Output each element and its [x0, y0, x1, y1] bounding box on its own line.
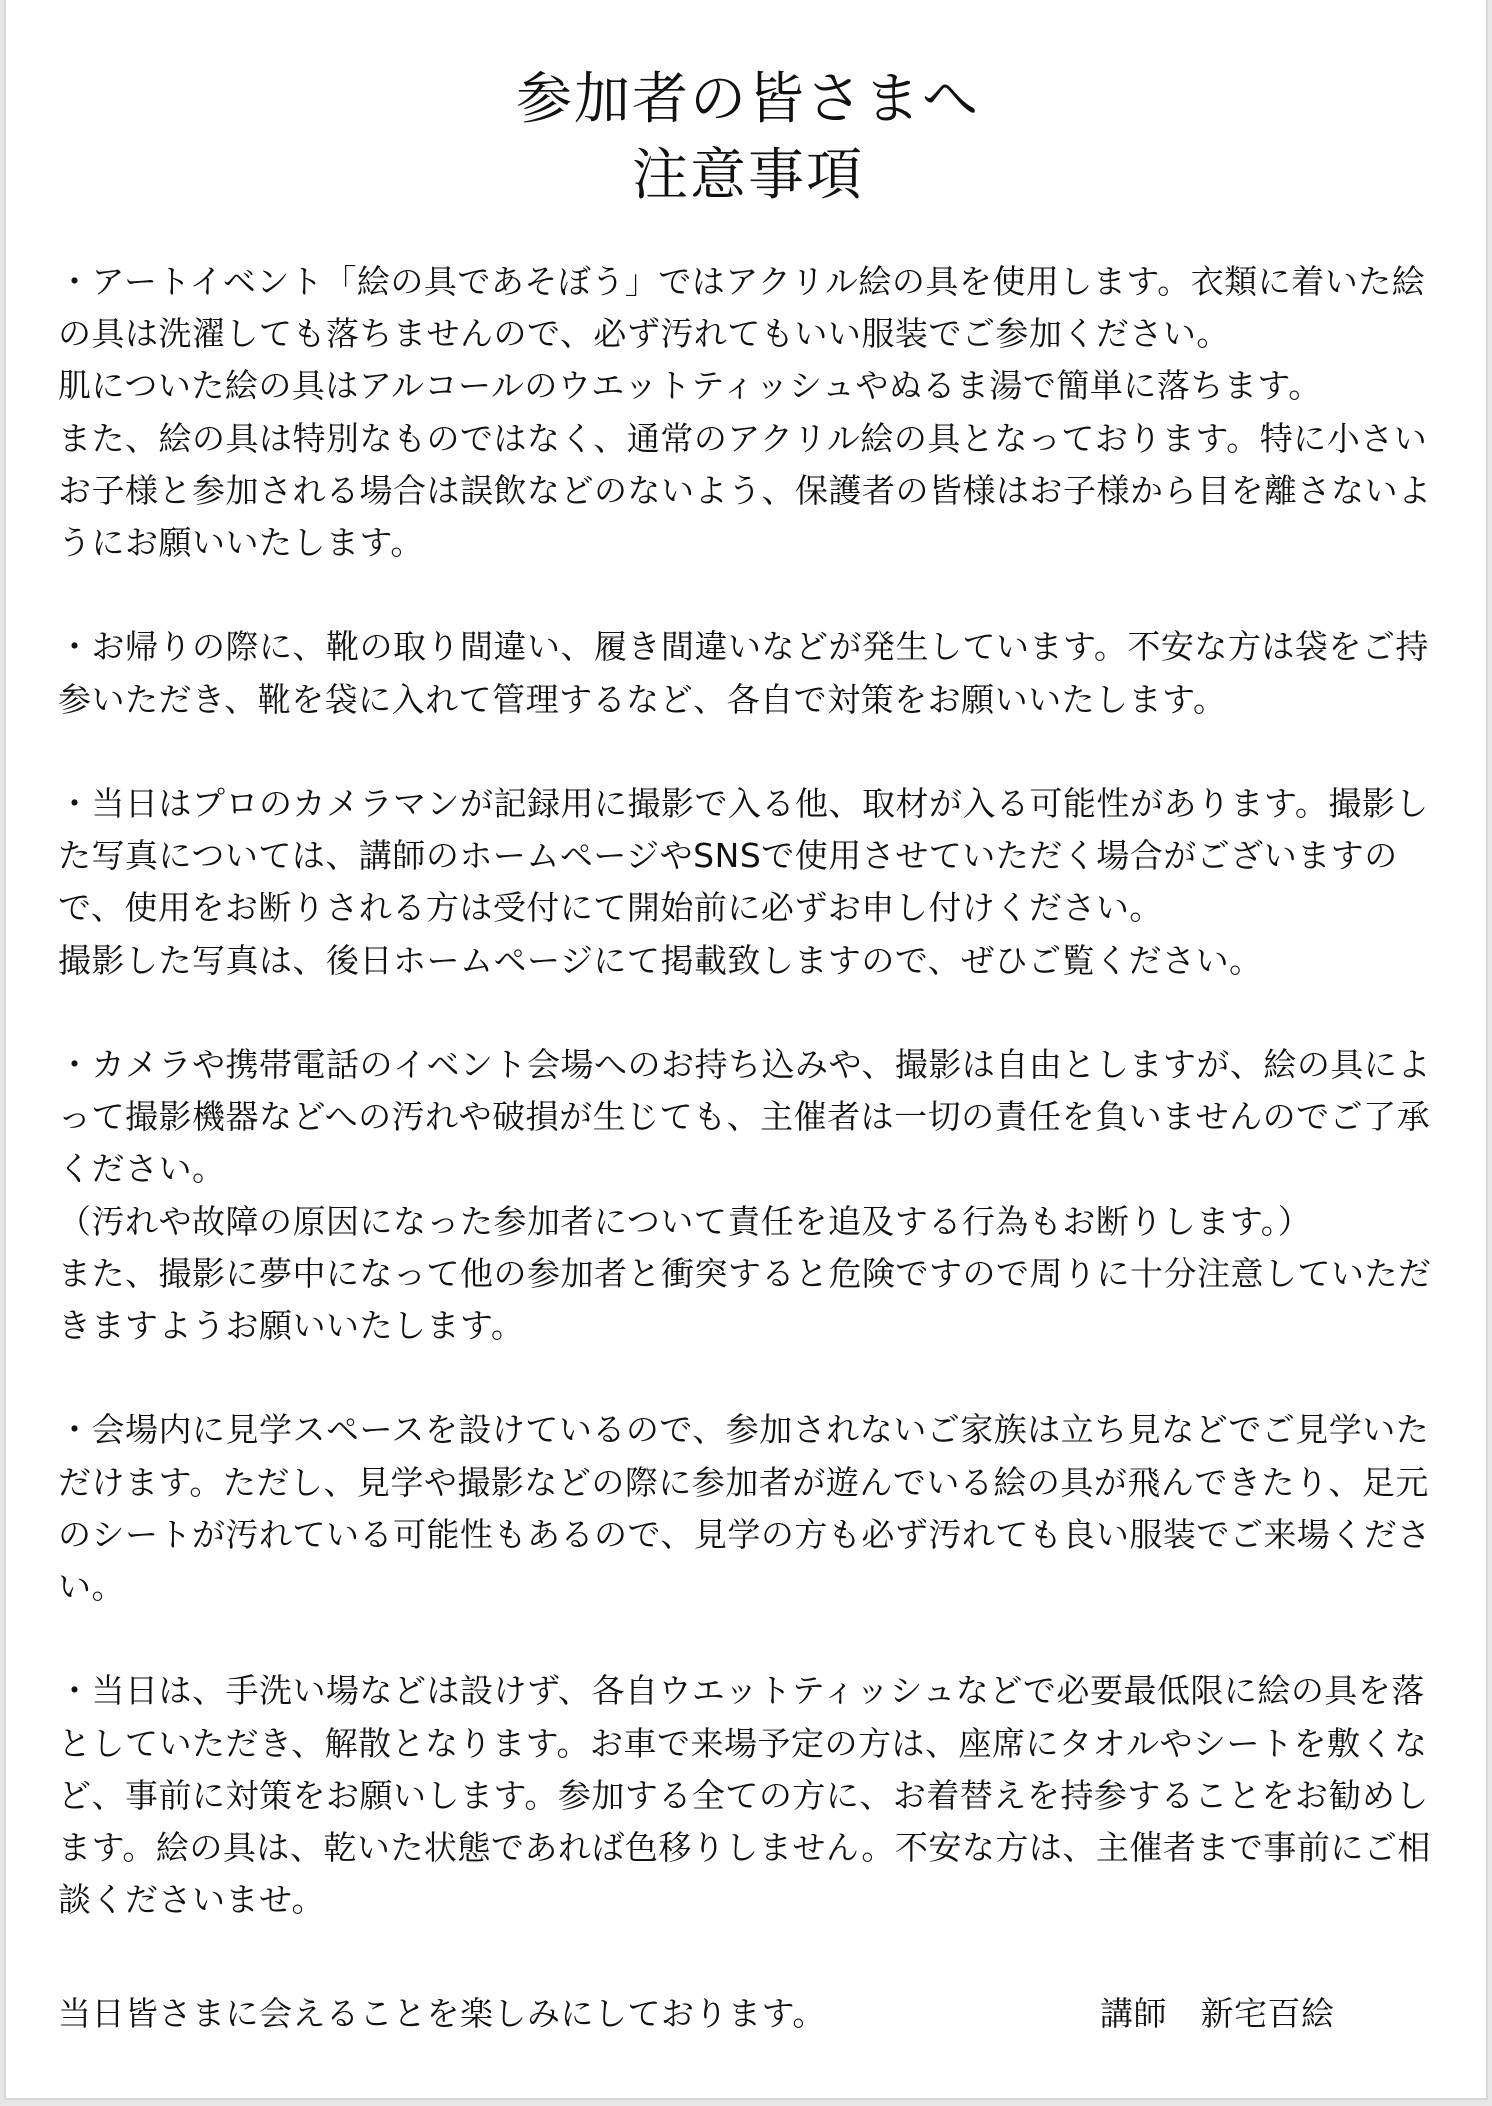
notice-section-visitors [58, 1404, 1458, 1613]
paragraph: 肌についた絵の具はアルコールのウエットティッシュやぬるま湯で簡単に落ちます。 [58, 366, 1322, 406]
paragraph: また、絵の具は特別なものではなく、通常のアクリル絵の具となっております。特に小さいお子様と参加される場合は誤飲などのないよう、保護者の皆様はお子様から目を離さないようにお願いいたします。 [58, 418, 1432, 563]
paragraph: ・お帰りの際に、靴の取り間違い、履き間違いなどが発生しています。不安な方は袋をご持参いただき、靴を袋に入れて管理するなど、各自で対策をお願いいたします。 [58, 627, 1429, 719]
signature: 講師 新宅百絵 [1100, 1994, 1335, 2033]
notice-section-shoes [58, 621, 1458, 725]
notice-section-cleanup [58, 1665, 1458, 1926]
paragraph: （汚れや故障の原因になった参加者について責任を追及する行為もお断りします。） [58, 1201, 1312, 1241]
notice-section-photography [58, 778, 1458, 987]
notice-body [58, 256, 1458, 1979]
paragraph: ・アートイベント「絵の具であそぼう」ではアクリル絵の具を使用します。衣類に着いた絵の具は洗濯しても落ちませんので、必ず汚れてもいい服装でご参加ください。 [58, 262, 1426, 354]
page-title [6, 62, 1490, 214]
notice-section-cameras [58, 1039, 1458, 1352]
paragraph: ・当日はプロのカメラマンが記録用に撮影で入る他、取材が入る可能性があります。撮影した写真については、講師のホームページやSNSで使用させていただく場合がございますので、使用をお断りされる方は受付にて開始前に必ずお申し付けください。 [58, 784, 1429, 928]
paragraph: また、撮影に夢中になって他の参加者と衝突すると危険ですので周りに十分注意していただきますようお願いいたします。 [58, 1253, 1432, 1346]
paragraph: ・会場内に見学スペースを設けているので、参加されないご家族は立ち見などでご見学いただけます。ただし、見学や撮影などの際に参加者が遊んでいる絵の具が飛んできたり、足元のシートが汚れている可能性もあるので、見学の方も必ず汚れても良い服装でご来場ください。 [58, 1410, 1431, 1607]
paragraph: ・カメラや携帯電話のイベント会場へのお持ち込みや、撮影は自由としますが、絵の具によって撮影機器などへの汚れや破損が生じても、主催者は一切の責任を負いませんのでご了承ください。 [58, 1045, 1431, 1189]
paragraph: 撮影した写真は、後日ホームページにて掲載致しますので、ぜひご覧ください。 [58, 940, 1263, 980]
paragraph: ・当日は、手洗い場などは設けず、各自ウエットティッシュなどで必要最低限に絵の具を落としていただき、解散となります。お車で来場予定の方は、座席にタオルやシートを敷くなど、事前に対策をお願いします。参加する全ての方に、お着替えを持参することをお勧めします。絵の具は、乾いた状態であれば色移りしません。不安な方は、主催者まで事前にご相談くださいませ。 [58, 1671, 1431, 1920]
title-line-2: 注意事項 [632, 143, 864, 208]
notice-page [4, 0, 1488, 2100]
closing-message: 当日皆さまに会えることを楽しみにしております。 [58, 1994, 826, 2033]
title-line-1: 参加者の皆さまへ [516, 67, 980, 132]
notice-section-paint [58, 256, 1458, 569]
